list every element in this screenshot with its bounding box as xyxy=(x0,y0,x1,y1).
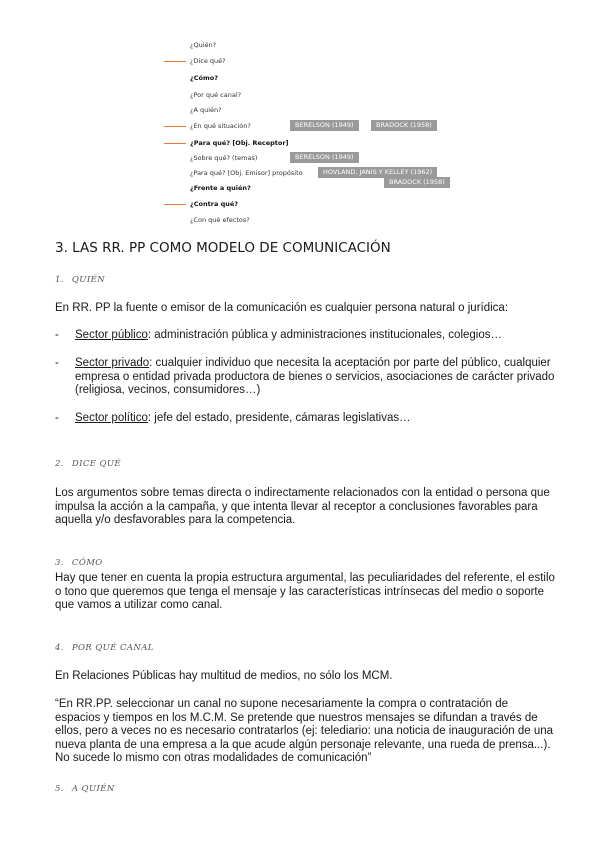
canal-quote: “En RR.PP. seleccionar un canal no supone necesariamente la compra o contratación de espacios y tiempos en los M.C.M. Se pretende que nuestros mensajes se difundan a través de ellos, pero a veces no es necesario contratarlos (ej: telediario: una noticia de inauguración de una nueva planta de una empresa a la que acude algún personaje relevante, una rueda de prensa...). No sucede lo mismo con otras modalidades de comunicación” xyxy=(55,698,554,765)
diagram-connector-line xyxy=(164,143,186,144)
list-item xyxy=(55,412,555,426)
list-item xyxy=(55,357,555,398)
diagram-question-canal: ¿Por qué canal? xyxy=(190,91,242,99)
bullet-label: Sector público xyxy=(75,329,148,341)
diagram-tag-hovland: HOVLAND, JANIS Y KELLEY (1962) xyxy=(318,167,437,178)
bullet-text: : cualquier individuo que necesita la aceptación por parte del público, cualquier empresa o entidad privada productora de bienes o servicios, asociaciones de carácter privado (religiosa, vecinos, consumidores…) xyxy=(75,357,555,397)
diagram-tag-bradock: BRADOCK (1958) xyxy=(384,177,450,188)
diagram-question-situacion: ¿En qué situación? xyxy=(190,122,251,130)
diagram-connector-line xyxy=(164,204,186,205)
subsection-number: 2. xyxy=(55,459,64,469)
diagram-tag-berelson: BERELSON (1949) xyxy=(290,152,359,163)
diagram-question-como: ¿Cómo? xyxy=(190,74,219,82)
quien-intro: En RR. PP la fuente o emisor de la comunicación es cualquier persona natural o jurídica: xyxy=(55,302,509,314)
subsection-title: QUIÉN xyxy=(71,275,106,285)
subsection-canal-heading xyxy=(55,643,154,653)
diagram-question-para-que-emisor: ¿Para qué? [Obj. Emisor] propósito xyxy=(190,169,303,177)
como-text: Hay que tener en cuenta la propia estructura argumental, las peculiaridades del referente, el estilo o tono que queremos que tenga el mensaje y las características intrínsecas del medio o soporte que vamos a utilizar como canal. xyxy=(55,572,555,612)
bullet-label: Sector político xyxy=(75,412,148,424)
diagram-question-quien: ¿Quién? xyxy=(190,41,217,49)
bullet-label: Sector privado xyxy=(75,357,150,369)
bullet-dash: - xyxy=(55,357,59,369)
subsection-a-quien-heading xyxy=(55,784,115,794)
bullet-text: : administración pública y administraciones institucionales, colegios… xyxy=(147,329,502,341)
dice-que-text: Los argumentos sobre temas directa o indirectamente relacionados con la entidad o persona que impulsa la acción a la campaña, y que intenta llevar al receptor a conclusiones favorables para aquella y/o desfavorables para la competencia. xyxy=(55,487,550,527)
diagram-connector-line xyxy=(164,61,186,62)
diagram-question-para-que-receptor: ¿Para qué? [Obj. Receptor] xyxy=(190,139,289,147)
canal-text: En Relaciones Públicas hay multitud de medios, no sólo los MCM. xyxy=(55,670,393,682)
bullet-text: : jefe del estado, presidente, cámaras legislativas… xyxy=(147,412,411,424)
subsection-title: CÓMO xyxy=(71,558,103,568)
diagram-question-dice-que: ¿Dice qué? xyxy=(190,57,226,65)
subsection-title: POR QUÉ CANAL xyxy=(71,643,154,653)
subsection-number: 5. xyxy=(55,784,64,794)
subsection-title: DICE QUÉ xyxy=(71,459,122,469)
diagram-question-sobre-que: ¿Sobre qué? (temas) xyxy=(190,154,258,162)
bullet-dash: - xyxy=(55,412,59,424)
diagram-tag-berelson: BERELSON (1949) xyxy=(290,120,359,131)
subsection-number: 1. xyxy=(55,275,64,285)
diagram-question-contra-que: ¿Contra qué? xyxy=(190,200,239,208)
diagram-tag-bradock: BRADOCK (1958) xyxy=(371,120,437,131)
subsection-como-heading xyxy=(55,558,103,568)
diagram-question-frente-a-quien: ¿Frente a quién? xyxy=(190,184,251,192)
subsection-title: A QUIÉN xyxy=(71,784,115,794)
lasswell-diagram xyxy=(0,0,600,232)
diagram-connector-line xyxy=(164,126,186,127)
subsection-dice-que-heading xyxy=(55,459,121,469)
diagram-question-a-quien: ¿A quién? xyxy=(190,106,222,114)
diagram-question-efectos: ¿Con qué efectos? xyxy=(190,216,250,224)
subsection-number: 4. xyxy=(55,643,64,653)
subsection-quien-heading xyxy=(55,275,105,285)
bullet-dash: - xyxy=(55,329,59,341)
subsection-number: 3. xyxy=(55,558,64,568)
section-heading: 3. LAS RR. PP COMO MODELO DE COMUNICACIÓN xyxy=(55,240,391,256)
list-item xyxy=(55,329,555,343)
